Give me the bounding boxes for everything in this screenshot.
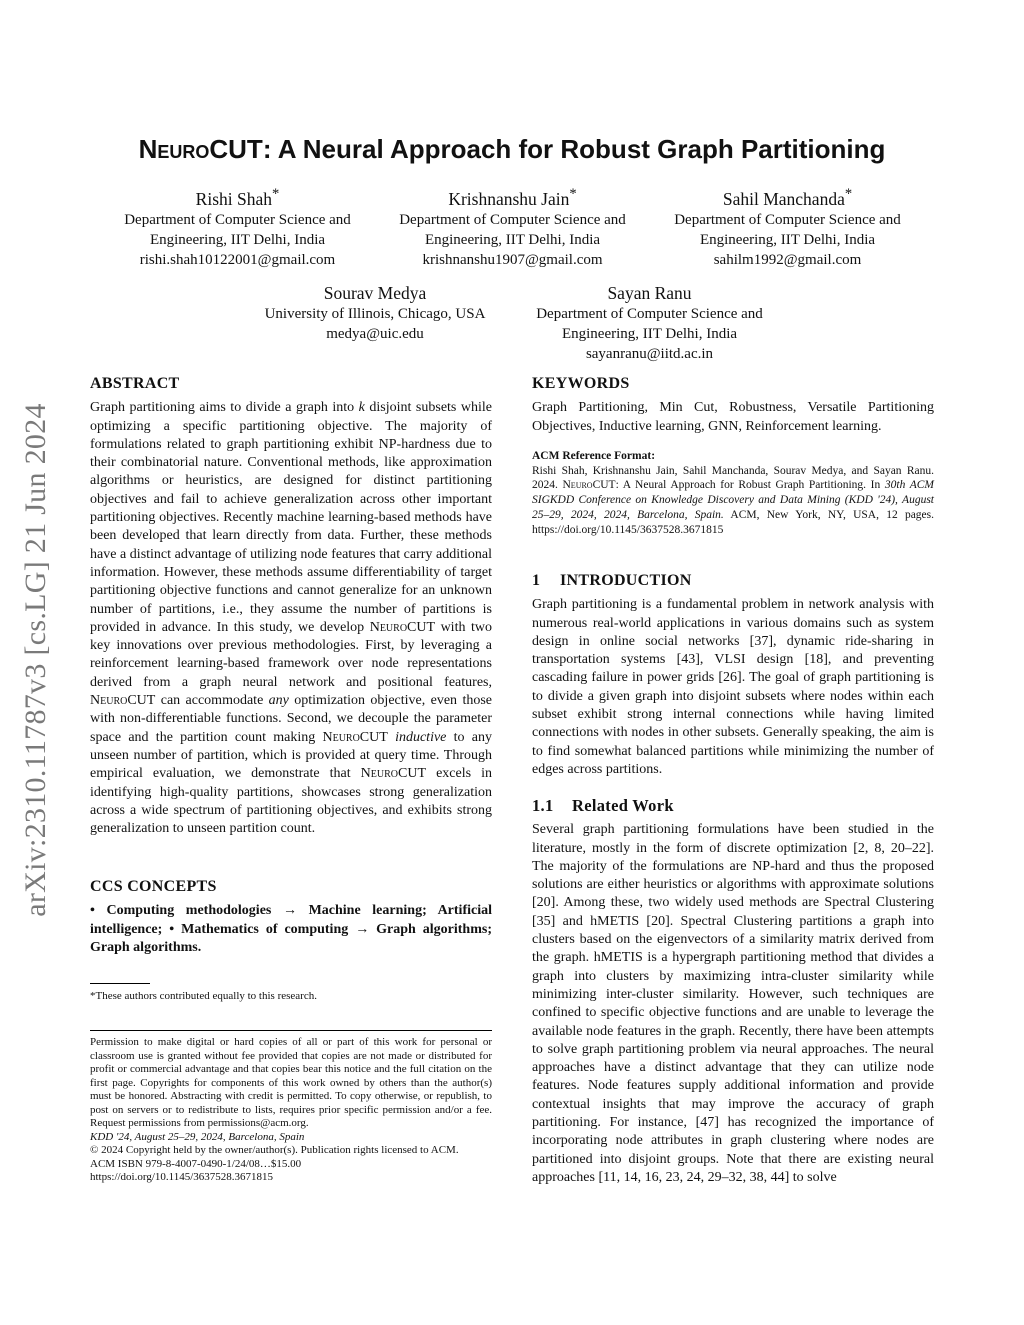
introduction-section xyxy=(532,572,934,779)
permission-rule xyxy=(90,1030,492,1031)
acm-reference-heading: ACM Reference Format: xyxy=(532,450,656,462)
abstract-heading: ABSTRACT xyxy=(90,375,180,392)
introduction-heading: 1 INTRODUCTION xyxy=(532,572,692,589)
ccs-heading: CCS CONCEPTS xyxy=(90,878,217,895)
author-affiliation: Engineering, IIT Delhi, India xyxy=(561,326,738,342)
author-block-5 xyxy=(512,282,787,364)
system-name: NeuroCUT xyxy=(138,134,263,164)
author-name: Rishi Shah xyxy=(195,188,273,209)
isbn-text: ACM ISBN 979-8-4007-0490-1/24/08…$15.00 xyxy=(90,1157,302,1170)
footnote-text: *These authors contributed equally to this research. xyxy=(90,990,317,1002)
author-block-3 xyxy=(650,183,925,270)
author-name: Krishnanshu Jain xyxy=(448,188,570,209)
author-mark: * xyxy=(272,186,280,202)
acm-reference-text: Rishi Shah, Krishnanshu Jain, Sahil Manchanda, Sourav Medya, and Sayan Ranu. 2024. NeuroCUT: A Neural Approach for Robust Graph Partitioning. In 30th ACM SIGKDD Conference on Knowledge Discovery and Data Mining (KDD '24), August 25–29, 2024, 2024, Barcelona, Spain. ACM, New York, NY, USA, 12 pages. https://doi.org/10.1145/3637528.3671815 xyxy=(532,464,935,536)
introduction-text: Graph partitioning is a fundamental problem in network analysis with numerous real-world applications in various domains such as system design in online social networks [37], dynamic ride-sharing in transportation systems [43], VLSI design [18], and preventing cascading failure in power grids [26]. The goal of graph partitioning is to divide a given graph into disjoint subsets where nodes within each subset exhibit strong internal connections while having limited connections with nodes in other subsets. Generally speaking, the aim is to find somewhat balanced partitions while minimizing the number of edges across partitions. xyxy=(532,597,934,777)
footnote xyxy=(90,990,492,1004)
author-affiliation: Engineering, IIT Delhi, India xyxy=(699,231,876,248)
doi-text: https://doi.org/10.1145/3637528.3671815 xyxy=(90,1171,274,1183)
author-block-2 xyxy=(375,183,650,270)
footnote-rule xyxy=(90,983,150,984)
related-work-text: Several graph partitioning formulations have been studied in the literature, mostly in the form of discrete optimization [2, 8, 20–22]. The majority of the formulations are NP-hard and thus the proposed solutions are either heuristics or algorithms with approximate solutions [20]. Among these, two widely used methods are Spectral Clustering [35] and hMETIS [20]. Spectral Clustering partitions a graph into clusters based on the eigenvectors of a similarity matrix derived from the graph. hMETIS is a hypergraph partitioning method that divides a graph into clusters by maximizing intra-cluster similarity while minimizing inter-cluster similarity. However, such techniques are confined to specific objective functions and are unable to leverage the available node features in the graph. Recently, there have been attempts to solve graph partitioning problem via neural approaches. The neural approaches have a distinct advantage that they can utilize node features. Node features supply additional information and provide contextual insights that may improve the accuracy of graph partitioning. For instance, [47] has recognized the importance of incorporating node attributes in graph clustering where nodes are partitioned into disjoint groups. Note that there are existing neural approaches [11, 14, 16, 23, 24, 29–32, 38, 44] to solve xyxy=(532,822,934,1185)
author-affiliation: Department of Computer Science and xyxy=(399,211,626,228)
author-affiliation: University of Illinois, Chicago, USA xyxy=(264,306,486,322)
copyright-text: © 2024 Copyright held by the owner/author(s). Publication rights licensed to ACM. xyxy=(90,1144,459,1156)
venue-text: KDD '24, August 25–29, 2024, Barcelona, Spain xyxy=(90,1130,305,1143)
related-work-heading: 1.1 Related Work xyxy=(532,796,674,815)
author-affiliation: Department of Computer Science and xyxy=(674,211,901,228)
author-affiliation: Engineering, IIT Delhi, India xyxy=(424,231,601,248)
author-name: Sourav Medya xyxy=(323,283,427,303)
permission-block xyxy=(90,1036,492,1185)
author-name: Sahil Manchanda xyxy=(722,188,845,209)
author-affiliation: Department of Computer Science and xyxy=(536,306,763,322)
related-work-section xyxy=(532,797,934,1187)
arxiv-stamp xyxy=(4,370,68,950)
author-email: sahilm1992@gmail.com xyxy=(713,251,862,268)
keywords-text: Graph Partitioning, Min Cut, Robustness, Versatile Partitioning Objectives, Inductive learning, GNN, Reinforcement learning. xyxy=(532,400,934,434)
keywords-heading: KEYWORDS xyxy=(532,375,630,392)
paper-title xyxy=(0,134,1024,165)
author-email: krishnanshu1907@gmail.com xyxy=(422,251,603,268)
acm-reference xyxy=(532,449,934,537)
author-email: rishi.shah10122001@gmail.com xyxy=(139,251,336,268)
ccs-text: • Computing methodologies → Machine learning; Artificial intelligence; • Mathematics of computing → Graph algorithms; Graph algorithms. xyxy=(90,903,492,955)
author-email: medya@uic.edu xyxy=(326,326,424,342)
author-block-4 xyxy=(240,282,510,344)
author-email: sayanranu@iitd.ac.in xyxy=(585,346,714,362)
title-rest: : A Neural Approach for Robust Graph Partitioning xyxy=(262,134,886,164)
author-mark: * xyxy=(844,186,853,202)
author-name: Sayan Ranu xyxy=(607,283,692,303)
author-mark: * xyxy=(569,186,577,202)
ccs-section xyxy=(90,878,492,957)
arxiv-id: arXiv:2310.11787v3 [cs.LG] 21 Jun 2024 xyxy=(19,403,53,917)
abstract-section xyxy=(90,375,492,838)
keywords-section xyxy=(532,375,934,436)
permission-text: Permission to make digital or hard copies of all or part of this work for personal or classroom use is granted without fee provided that copies are not made or distributed for profit or commercial advantage and that copies bear this notice and the full citation on the first page. Copyrights for components of this work owned by others than the author(s) must be honored. Abstracting with credit is permitted. To copy otherwise, or republish, to post on servers or to redistribute to lists, requires prior specific permission and/or a fee. Request permissions from permissions@acm.org. xyxy=(90,1036,492,1129)
abstract-text: Graph partitioning aims to divide a graph into k disjoint subsets while optimizing a specific partitioning objective. The majority of formulations related to graph partitioning exhibit NP-hardness due to their combinatorial nature. Conventional methods, like approximation algorithms or heuristics, are designed for distinct partitioning objectives and fail to achieve generalization across other important partitioning objectives. Recently machine learning-based methods have been developed that learn directly from data. Further, these methods have a distinct advantage of utilizing node features that carry additional information. However, these methods assume differentiability of target partitioning objective functions and cannot generalize for an unknown number of partitions, i.e., they assume the number of partitions is provided in advance. In this study, we develop NeuroCUT with two key innovations over previous methodologies. First, by leveraging a reinforcement learning-based framework over node representations derived from a graph neural network and positional features, NeuroCUT can accommodate any optimization objective, even those with non-differentiable functions. Second, we decouple the parameter space and the partition count making NeuroCUT inductive to any unseen number of partition, which is provided at query time. Through empirical evaluation, we demonstrate that NeuroCUT excels in identifying high-quality partitions, showcases strong generalization across a wide spectrum of partitioning objectives, and exhibits strong generalization to unseen partition count. xyxy=(90,400,493,837)
author-affiliation: Department of Computer Science and xyxy=(124,211,351,228)
author-block-1 xyxy=(100,183,375,270)
author-affiliation: Engineering, IIT Delhi, India xyxy=(149,231,326,248)
